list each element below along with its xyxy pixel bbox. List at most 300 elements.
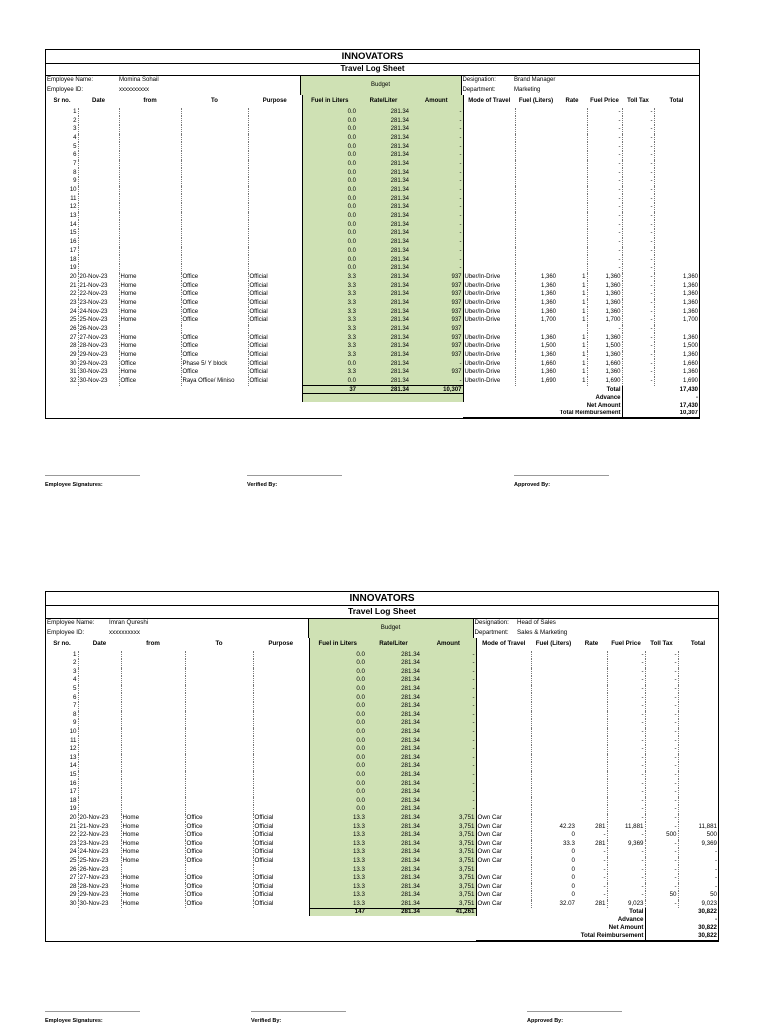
table-cell [678,805,718,814]
table-cell [121,788,185,797]
table-cell [531,779,576,788]
table-cell [121,651,185,660]
department-label: Department: [462,86,496,93]
table-cell [185,736,253,745]
table-cell: 0.0 [302,377,357,386]
table-cell: Uber/In-Drive [463,333,515,342]
table-cell [253,865,309,874]
table-cell: 281.34 [366,831,421,840]
table-cell [121,797,185,806]
summary-label-total: Total [463,386,622,394]
table-cell: - [607,771,645,780]
table-cell [78,238,119,247]
table-cell: 26 [69,865,77,873]
table-cell: 13.3 [309,874,366,883]
table-cell: 1 [582,334,586,341]
table-cell [531,659,576,668]
table-cell: - [645,805,678,814]
table-cell: - [410,134,463,143]
table-cell: - [603,891,606,899]
table-cell [185,865,253,874]
table-cell: - [678,865,718,874]
table-cell [78,668,121,677]
table-cell: - [622,177,654,186]
table-cell: 29-Nov-23 [78,891,121,900]
table-cell [121,719,185,728]
column-header: Total [690,639,706,647]
table-row [46,805,718,814]
table-cell [181,212,248,221]
table-cell: 281.34 [357,307,410,316]
table-cell: - [421,805,476,814]
table-cell [463,142,515,151]
table-cell [463,255,515,264]
table-cell [654,203,699,212]
table-cell: 0.0 [309,805,366,814]
table-cell: Office [119,377,181,386]
table-cell: - [421,685,476,694]
table-cell: 281.34 [357,264,410,273]
table-row [46,160,699,169]
table-cell: 3.3 [302,333,357,342]
summary-label-advance: Advance [595,394,621,401]
table-cell: Official [248,273,302,282]
table-cell [78,177,119,186]
table-cell: 281.34 [357,359,410,368]
table-cell: - [678,883,718,892]
table-row [46,108,699,117]
table-cell: 1 [582,352,586,359]
table-cell: Uber/In-Drive [463,273,515,282]
table-row [46,255,699,264]
table-cell: 937 [410,281,463,290]
table-cell [576,659,607,668]
table-cell [654,116,699,125]
table-cell [121,805,185,814]
table-cell [476,711,531,720]
table-cell: 281.34 [357,203,410,212]
table-cell: 281.34 [357,160,410,169]
column-header: Fuel Price [611,639,641,647]
table-cell: - [645,668,678,677]
table-cell: 937 [410,307,463,316]
table-cell [78,151,119,160]
table-cell: Office [181,368,248,377]
table-cell [121,779,185,788]
column-header: Fuel in Liters [309,638,366,651]
table-cell: 281.34 [366,788,421,797]
table-cell: 29-Nov-23 [78,359,119,368]
table-cell [248,255,302,264]
column-header: Purpose [268,639,294,647]
table-cell: 1,500 [654,342,699,351]
table-cell [678,745,718,754]
table-cell [78,711,121,720]
table-cell [654,264,699,273]
table-cell: - [645,779,678,788]
table-cell: 30 [69,360,77,367]
table-cell [248,151,302,160]
table-cell: 1,360 [515,307,557,316]
table-cell: 25-Nov-23 [78,857,121,866]
table-cell [654,247,699,256]
table-cell [476,668,531,677]
table-cell [515,168,557,177]
column-header: Fuel (Liters) [518,98,554,104]
table-cell: Home [121,857,185,866]
sheet-title: Travel Log Sheet [46,606,718,619]
table-cell [531,797,576,806]
table-cell [557,151,587,160]
table-cell: 1,700 [515,316,557,325]
table-cell [515,325,557,334]
table-cell: 281 [595,822,606,830]
table-cell: Official [248,377,302,386]
table-cell: 281.34 [357,177,410,186]
table-cell: - [622,160,654,169]
table-cell [576,702,607,711]
table-cell: 4 [73,134,77,141]
table-cell: Home [119,281,181,290]
table-cell: - [587,325,622,334]
table-cell [515,229,557,238]
table-cell: Office [119,359,181,368]
table-cell [476,797,531,806]
table-cell [78,108,119,117]
table-cell: Office [185,883,253,892]
table-cell [654,325,699,334]
table-cell [654,177,699,186]
table-cell: Own Car [476,891,531,900]
table-cell: 33.3 [531,840,576,849]
table-cell: 18 [69,256,77,263]
table-cell [119,325,181,334]
table-cell: 1 [582,291,586,298]
table-cell [78,745,121,754]
table-cell [253,797,309,806]
summary-label-reimbursement: Total Reimbursement [476,932,645,940]
table-cell: Office [185,891,253,900]
designation-label: Designation: [474,619,509,627]
table-cell: 1 [582,378,586,385]
table-row [46,754,718,763]
table-cell: - [607,719,645,728]
table-cell: - [587,125,622,134]
table-cell: 281.34 [357,351,410,360]
employee-info [46,76,699,95]
table-cell [576,685,607,694]
summary-label-total: Total [476,908,645,916]
table-cell: - [607,797,645,806]
table-cell: - [587,160,622,169]
table-cell [248,220,302,229]
table-row [46,125,699,134]
table-cell [463,212,515,221]
table-cell: - [421,693,476,702]
table-cell [248,186,302,195]
table-cell [185,805,253,814]
table-cell: - [645,736,678,745]
summary-value-advance: - [622,394,699,402]
table-cell: - [607,762,645,771]
table-cell [557,255,587,264]
table-cell [654,220,699,229]
table-cell: 14 [69,762,77,770]
table-cell: - [607,831,645,840]
table-cell: 13.3 [309,814,366,823]
table-cell: - [622,368,654,377]
table-cell [476,788,531,797]
table-cell: 281.34 [357,220,410,229]
table-cell: 27-Nov-23 [78,333,119,342]
table-cell: 3,751 [421,857,476,866]
table-cell: 281.34 [357,194,410,203]
table-cell: 0.0 [302,238,357,247]
table-cell: Own Car [476,840,531,849]
table-row [46,822,718,831]
table-cell: - [607,693,645,702]
table-cell: 4 [73,676,77,684]
table-cell [248,247,302,256]
table-cell: 1 [73,108,77,115]
table-cell: 281.34 [366,728,421,737]
table-cell [78,754,121,763]
table-cell [678,754,718,763]
table-cell [185,797,253,806]
table-cell [654,125,699,134]
table-cell [121,702,185,711]
summary-label-reimbursement: Total Reimbursement [463,410,622,418]
total-amount: 41,261 [421,908,476,916]
employee-signature: Employee Signatures: [45,475,140,488]
table-cell [463,203,515,212]
table-cell: 0 [531,865,576,874]
table-cell [181,151,248,160]
table-cell: 28 [69,882,77,890]
table-cell [253,728,309,737]
table-cell [121,685,185,694]
table-cell: Office [181,316,248,325]
table-cell: - [421,736,476,745]
table-cell [476,685,531,694]
table-cell [531,719,576,728]
table-cell: - [645,745,678,754]
table-cell: 20-Nov-23 [78,273,119,282]
table-cell [78,212,119,221]
table-cell: - [622,325,654,334]
table-cell: 281.34 [357,151,410,160]
table-cell: 9,023 [678,900,718,909]
table-cell [476,651,531,660]
table-cell: 23-Nov-23 [78,299,119,308]
table-cell: - [622,151,654,160]
table-cell: 24 [69,848,77,856]
table-row [46,116,699,125]
table-row [46,865,718,874]
table-cell: - [607,779,645,788]
column-header: Toll Tax [627,98,649,104]
table-cell: 0.0 [309,779,366,788]
table-cell: 29-Nov-23 [78,351,119,360]
table-row [46,325,699,334]
table-cell: 19 [69,265,77,272]
table-cell [121,865,185,874]
table-cell [515,194,557,203]
table-cell: - [622,316,654,325]
table-cell [181,168,248,177]
table-cell: 937 [410,316,463,325]
table-row [46,779,718,788]
table-row [46,728,718,737]
column-header: Rate/Liter [366,638,421,651]
table-cell: - [410,151,463,160]
table-cell: 281.34 [366,693,421,702]
table-cell [678,797,718,806]
table-cell [181,220,248,229]
table-cell: Own Car [476,848,531,857]
table-cell [557,142,587,151]
table-cell: - [607,891,645,900]
table-cell [185,779,253,788]
company-name: INNOVATORS [46,592,718,606]
table-cell: 281.34 [366,848,421,857]
summary-value-total: 17,430 [622,386,699,394]
table-cell [576,719,607,728]
table-cell [119,229,181,238]
table-cell [248,203,302,212]
table-cell [185,762,253,771]
table-cell [181,264,248,273]
table-cell: 281.34 [366,711,421,720]
table-cell [119,203,181,212]
table-cell [185,668,253,677]
table-cell: - [607,857,645,866]
table-cell: - [622,186,654,195]
table-cell [654,238,699,247]
column-header: Sr no. [53,639,71,647]
table-cell: 1,360 [515,281,557,290]
summary-value-total: 30,822 [645,908,718,916]
table-cell: - [678,874,718,883]
table-cell: 2 [73,659,77,667]
table-cell: 281.34 [357,247,410,256]
table-cell: - [622,194,654,203]
approved-by: Approved By: [527,1011,622,1024]
table-cell: 281.34 [366,814,421,823]
table-cell: 3.3 [302,368,357,377]
table-cell [557,220,587,229]
table-cell: - [603,831,606,839]
table-cell: - [645,659,678,668]
table-cell [181,194,248,203]
table-cell: 0 [531,891,576,900]
table-cell [181,186,248,195]
table-cell [576,788,607,797]
table-cell: 3,751 [421,874,476,883]
table-row [46,771,718,780]
table-cell [78,203,119,212]
table-cell [119,220,181,229]
table-cell: - [587,177,622,186]
table-cell [78,719,121,728]
table-cell: - [607,736,645,745]
table-cell: 937 [410,299,463,308]
table-cell: Uber/In-Drive [463,368,515,377]
table-cell: - [421,771,476,780]
table-cell [78,693,121,702]
table-cell: Office [185,900,253,909]
table-cell [119,108,181,117]
table-cell: 30 [69,899,77,907]
table-cell: - [421,797,476,806]
table-row [46,359,699,368]
column-header: from [143,98,157,104]
table-cell: 3,751 [421,891,476,900]
column-header-row [46,95,699,108]
table-row [46,668,718,677]
table-cell: Uber/In-Drive [463,377,515,386]
table-cell: 14 [69,221,77,228]
table-cell [531,693,576,702]
table-cell: - [603,865,606,873]
table-cell: 0.0 [309,762,366,771]
table-cell: - [645,900,678,909]
table-cell: Own Car [476,874,531,883]
table-cell: Official [248,281,302,290]
table-cell: Official [248,342,302,351]
table-cell [576,651,607,660]
table-cell [185,711,253,720]
travel-log-table [46,638,718,941]
table-cell: 0.0 [302,220,357,229]
table-cell [181,229,248,238]
employee-signature: Employee Signatures: [45,1011,140,1024]
table-cell: 0.0 [302,194,357,203]
table-cell: 13.3 [309,883,366,892]
table-cell: - [607,788,645,797]
total-fuel-liters: 37 [302,386,357,394]
table-cell: 281.34 [366,685,421,694]
table-row [46,685,718,694]
table-cell: 3,751 [421,865,476,874]
table-cell [253,676,309,685]
table-cell: 0.0 [302,359,357,368]
column-header: Rate [565,98,579,104]
table-cell: - [421,788,476,797]
table-row [46,351,699,360]
table-cell [78,160,119,169]
table-cell: - [410,142,463,151]
table-row [46,651,718,660]
table-cell: 0.0 [302,212,357,221]
table-cell: 937 [410,368,463,377]
table-cell [463,247,515,256]
column-header: Amount [410,95,463,108]
table-cell [678,736,718,745]
table-cell [557,194,587,203]
table-cell: 281.34 [357,290,410,299]
table-cell: 1,360 [654,351,699,360]
table-cell: Raya Office/ Miniso [181,377,248,386]
table-cell: - [603,882,606,890]
table-cell [248,160,302,169]
table-cell: - [622,229,654,238]
table-cell: 1,360 [587,290,622,299]
table-cell [78,229,119,238]
table-row [46,693,718,702]
table-cell [253,719,309,728]
table-cell: 3.3 [302,273,357,282]
